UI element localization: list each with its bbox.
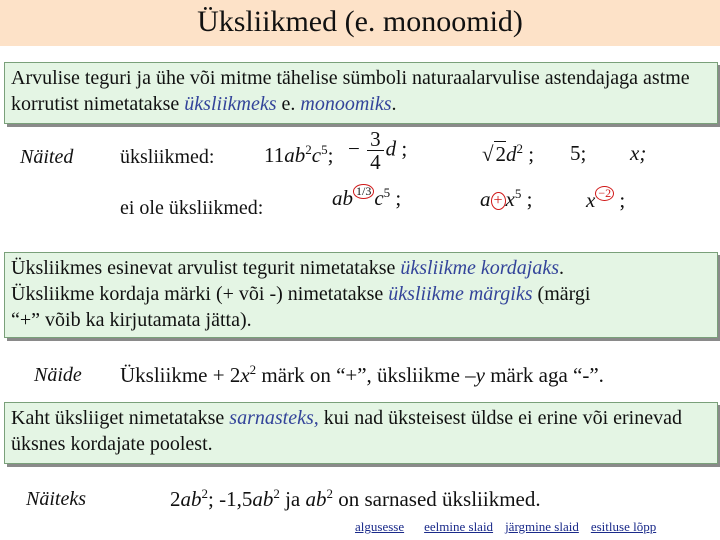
similar-coef-2: 2 <box>170 487 181 511</box>
sentence-part3: märk aga “-”. <box>484 363 604 387</box>
circled-plus-sign: + <box>491 192 506 210</box>
example-label: Näide <box>34 364 82 386</box>
similar-text-end: kui nad üksteisest üldse ei erine või erinevad üksnes kordajate poolest. <box>11 407 682 455</box>
example-monomial-1: $11ab^2c^5$; <box>264 142 334 167</box>
term-margiks: üksliikme märgiks <box>388 283 533 305</box>
nav-next-link[interactable]: järgmine slaid <box>505 519 579 534</box>
sentence-part2: märk on “+”, üksliikme <box>256 363 466 387</box>
example-monomial-4: 5; <box>570 141 587 165</box>
sentence-part1: Üksliikme + 2 <box>120 363 241 387</box>
nav-end-link[interactable]: esitluse lõpp <box>590 519 657 534</box>
example-monomial-3: $√2d^2$ ; <box>482 141 535 166</box>
definition-box-monomial <box>4 62 718 124</box>
definition-box-coefficient <box>4 252 718 338</box>
definition-text-middle: e. <box>276 93 301 115</box>
definition-box-similar <box>4 402 718 464</box>
similar-coef-neg: ; -1,5 <box>208 487 253 511</box>
definition-text: Arvulise teguri ja ühe või mitme tähelise sümboli naturaalarvulise astendajaga astme korrutist nimetatakse <box>11 67 690 115</box>
footer-nav <box>355 518 656 536</box>
sign-text-end: (märgi <box>532 283 591 305</box>
non-monomial-2: $a + x^5$ ; <box>480 186 533 211</box>
similar-example-sentence: $2ab^2$; $-1,5ab^2$ ja $ab^2$ on sarnased üksliikmed. <box>170 486 541 511</box>
variable-x: x; <box>630 141 647 165</box>
slide-title: Üksliikmed (e. monoomid) <box>0 0 720 46</box>
sqrt-icon: √2 <box>482 142 507 166</box>
term-uksliige: üksliikmeks <box>184 93 277 115</box>
fraction-denominator: 4 <box>370 150 381 174</box>
example-sentence: Üksliikme + $2x^2$ märk on “+”, üksliikme –y märk aga “-”. <box>120 362 604 387</box>
similar-conclusion: on sarnased üksliikmed. <box>332 487 541 511</box>
circled-negative-exponent: −2 <box>595 186 614 201</box>
circled-exponent-fraction: 1/3 <box>353 184 374 199</box>
coef-11: 11 <box>264 143 285 167</box>
definition-text-end: . <box>391 93 397 115</box>
similar-conjunction: ja <box>279 487 306 511</box>
coefficient-text-end: . <box>559 257 565 279</box>
term-kordaja: üksliikme kordajaks <box>400 257 560 279</box>
example-monomial-2: − $\frac{3}{4}$ d ; <box>348 127 408 174</box>
similar-text: Kaht üksliiget nimetatakse <box>11 407 230 429</box>
non-monomial-1: ab 1/3 $c^5$ ; <box>332 184 402 210</box>
examples2-label: Näiteks <box>26 488 86 510</box>
nav-home-link[interactable]: algusesse <box>355 519 405 534</box>
nav-prev-link[interactable]: eelmine slaid <box>424 519 494 534</box>
non-monomials-label: ei ole üksliikmed: <box>120 197 264 219</box>
term-sarnasteks: sarnasteks, <box>229 407 319 429</box>
sign-text: Üksliikme kordaja märki (+ või -) nimetatakse <box>11 283 389 305</box>
coefficient-text: Üksliikmes esinevat arvulist tegurit nimetatakse <box>11 257 401 279</box>
non-monomial-3: x −2 ; <box>586 186 626 212</box>
monomials-label: üksliikmed: <box>120 146 215 168</box>
term-monoom: monoomiks <box>300 93 392 115</box>
examples-label: Näited <box>20 146 74 168</box>
example-monomial-5 <box>630 141 646 166</box>
fraction-numerator: 3 <box>367 128 384 151</box>
sign-text-line3: “+” võib ka kirjutamata jätta). <box>11 309 252 331</box>
